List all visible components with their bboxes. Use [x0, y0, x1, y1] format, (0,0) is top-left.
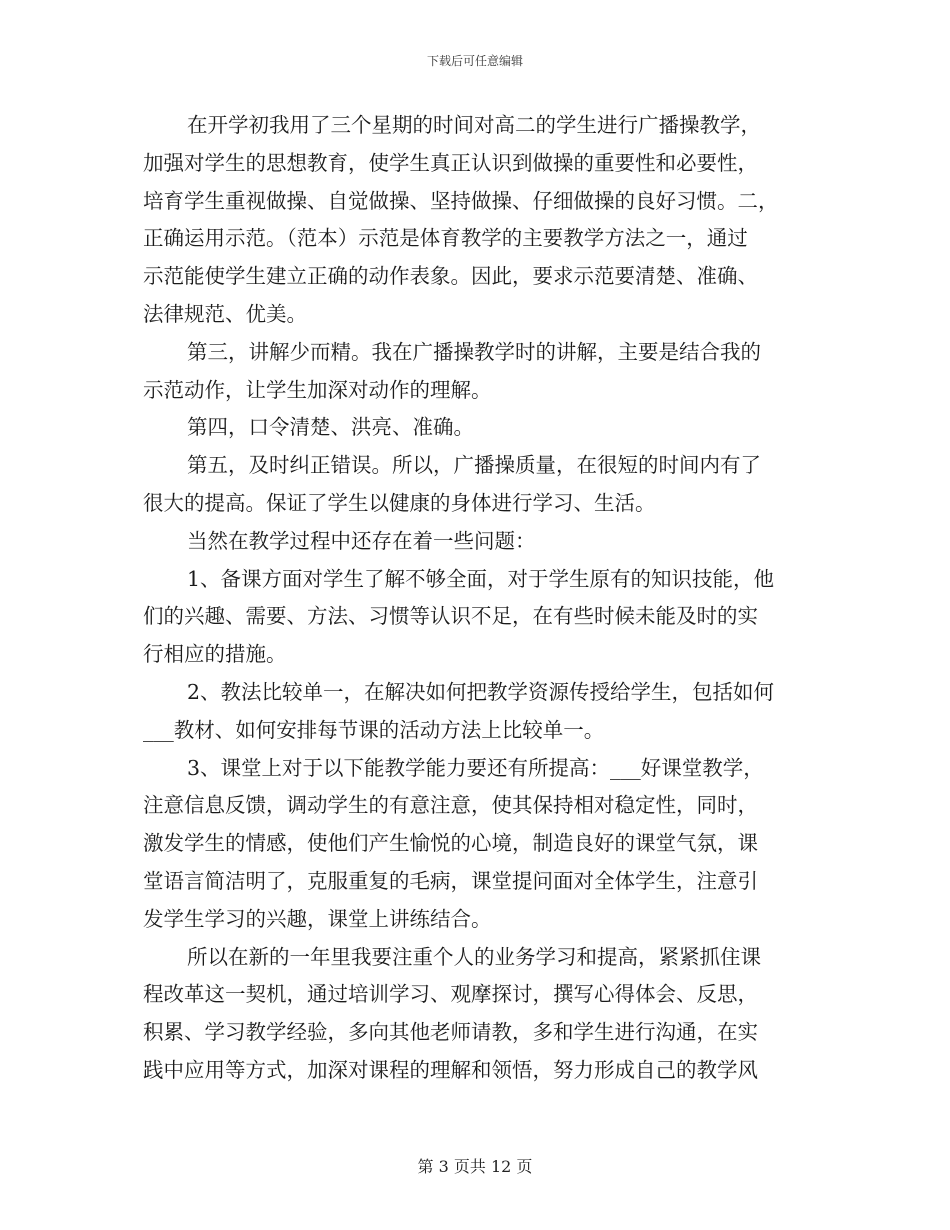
text-line: 堂语言简洁明了，克服重复的毛病，课堂提问面对全体学生，注意引 [143, 868, 758, 893]
text-line: ___教材、如何安排每节课的活动方法上比较单一。 [143, 717, 605, 742]
text-line: 行相应的措施。 [143, 642, 287, 667]
text-line: 1、备课方面对学生了解不够全面，对于学生原有的知识技能，他 [187, 566, 775, 591]
text-line: 在开学初我用了三个星期的时间对高二的学生进行广播操教学， [187, 113, 761, 137]
document-body [143, 107, 807, 1090]
text-line: 2、教法比较单一，在解决如何把教学资源传授给学生，包括如何 [187, 679, 775, 704]
text-line: 所以在新的一年里我要注重个人的业务学习和提高，紧紧抓住课 [187, 944, 761, 969]
text-line: 程改革这一契机，通过培训学习、观摩探讨，撰写心得体会、反思， [143, 982, 758, 1007]
page-footer: 第 3 页共 12 页 [417, 1157, 533, 1176]
page-header: 下载后可任意编辑 [426, 54, 523, 68]
text-line: 示范能使学生建立正确的动作表象。因此，要求示范要清楚、准确、 [143, 264, 758, 289]
text-line: 加强对学生的思想教育，使学生真正认识到做操的重要性和必要性， [143, 150, 758, 175]
text-line: 发学生学习的兴趣，课堂上讲练结合。 [143, 906, 492, 931]
text-line: 示范动作，让学生加深对动作的理解。 [143, 377, 492, 402]
text-line: 正确运用示范。（范本）示范是体育教学的主要教学方法之一，通过 [143, 226, 748, 251]
text-line: 积累、学习教学经验，多向其他老师请教，多和学生进行沟通，在实 [143, 1020, 758, 1045]
text-line: 很大的提高。保证了学生以健康的身体进行学习、生活。 [143, 490, 656, 515]
text-line: 们的兴趣、需要、方法、习惯等认识不足，在有些时候未能及时的实 [143, 604, 758, 629]
text-line: 法律规范、优美。 [143, 301, 307, 326]
text-line: 践中应用等方式，加深对课程的理解和领悟，努力形成自己的教学风 [143, 1057, 758, 1082]
text-line: 第三，讲解少而精。我在广播操教学时的讲解，主要是结合我的 [187, 339, 761, 364]
text-line: 当然在教学过程中还存在着一些问题： [187, 528, 536, 553]
text-line: 激发学生的情感，使他们产生愉悦的心境，制造良好的课堂气氛，课 [143, 831, 758, 856]
text-line: 培育学生重视做操、自觉做操、坚持做操、仔细做操的良好习惯。二， [143, 188, 779, 213]
text-line: 第四，口令清楚、洪亮、准确。 [187, 415, 474, 440]
text-line: 3、课堂上对于以下能教学能力要还有所提高：___好课堂教学， [187, 755, 764, 780]
text-line: 第五，及时纠正错误。所以，广播操质量，在很短的时间内有了 [187, 453, 761, 478]
text-line: 注意信息反馈，调动学生的有意注意，使其保持相对稳定性，同时， [143, 793, 758, 818]
